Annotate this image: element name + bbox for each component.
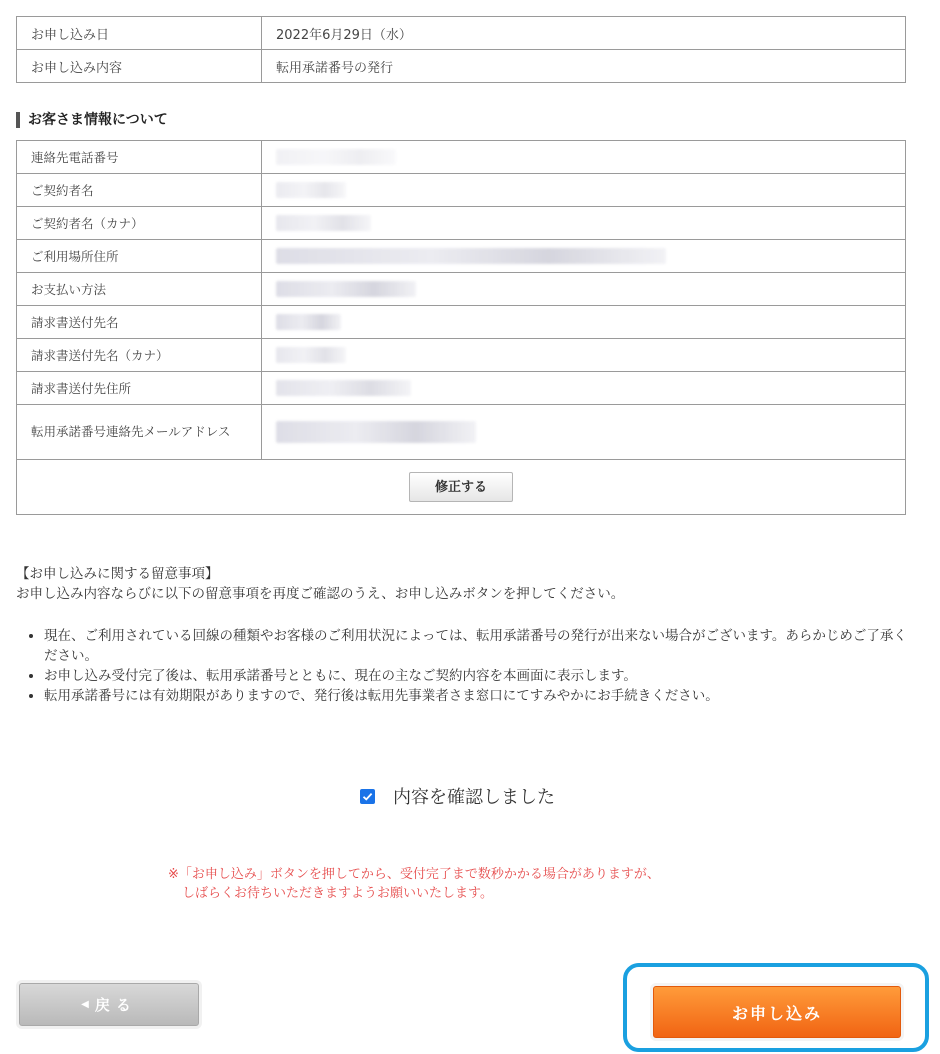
redacted-value xyxy=(276,421,476,443)
table-row xyxy=(17,50,906,83)
table-row xyxy=(17,372,906,405)
check-icon xyxy=(362,791,373,802)
redacted-value xyxy=(276,215,371,231)
phone-value xyxy=(262,141,906,174)
table-row xyxy=(17,174,906,207)
confirm-checkbox-row[interactable] xyxy=(360,783,555,809)
back-button-label: 戻る xyxy=(94,996,137,1014)
table-row xyxy=(17,306,906,339)
payment-method-value xyxy=(262,273,906,306)
warning-message xyxy=(168,865,660,903)
notes-intro: お申し込み内容ならびに以下の留意事項を再度ご確認のうえ、お申し込みボタンを押してください。 xyxy=(16,586,625,602)
billing-address-label: 請求書送付先住所 xyxy=(17,372,262,405)
table-row xyxy=(17,207,906,240)
application-content-value: 転用承諾番号の発行 xyxy=(262,50,906,83)
notes-title: 【お申し込みに関する留意事項】 xyxy=(16,566,219,582)
table-row xyxy=(17,240,906,273)
payment-method-label: お支払い方法 xyxy=(17,273,262,306)
billing-kana-label: 請求書送付先名（カナ） xyxy=(17,339,262,372)
table-row xyxy=(17,141,906,174)
warning-line: しばらくお待ちいただきますようお願いいたします。 xyxy=(182,886,493,901)
phone-label: 連絡先電話番号 xyxy=(17,141,262,174)
table-row xyxy=(17,339,906,372)
confirm-checkbox[interactable] xyxy=(360,789,375,804)
section-heading: お客さま情報について xyxy=(16,112,168,128)
list-item: • お申し込み受付完了後は、転用承諾番号とともに、現在の主なご契約内容を本画面に表示します。 xyxy=(44,666,916,686)
application-date-value: 2022年6月29日（水） xyxy=(262,17,906,50)
chevron-left-icon: ◀ xyxy=(81,999,89,1010)
redacted-value xyxy=(276,347,346,363)
list-item: • 転用承諾番号には有効期限がありますので、発行後は転用先事業者さま窓口にてすみやかにお手続きください。 xyxy=(44,686,916,706)
email-value xyxy=(262,405,906,460)
billing-address-value xyxy=(262,372,906,405)
list-item: • 現在、ご利用されている回線の種類やお客様のご利用状況によっては、転用承諾番号の発行が出来ない場合がございます。あらかじめご了承ください。 xyxy=(44,626,916,666)
submit-highlight-frame xyxy=(623,963,929,1052)
service-address-label: ご利用場所住所 xyxy=(17,240,262,273)
redacted-value xyxy=(276,281,416,297)
application-content-label: お申し込み内容 xyxy=(17,50,262,83)
table-row xyxy=(17,273,906,306)
contract-kana-value xyxy=(262,207,906,240)
billing-name-label: 請求書送付先名 xyxy=(17,306,262,339)
customer-info-table xyxy=(16,140,906,515)
table-row xyxy=(17,405,906,460)
contract-name-value xyxy=(262,174,906,207)
redacted-value xyxy=(276,248,666,264)
redacted-value xyxy=(276,149,396,165)
submit-button[interactable]: お申し込み xyxy=(653,986,901,1038)
redacted-value xyxy=(276,182,346,198)
notes-list xyxy=(16,626,916,706)
billing-kana-value xyxy=(262,339,906,372)
warning-line: ※「お申し込み」ボタンを押してから、受付完了まで数秒かかる場合がありますが、 xyxy=(168,867,660,882)
contract-name-label: ご契約者名 xyxy=(17,174,262,207)
email-label: 転用承諾番号連絡先メールアドレス xyxy=(17,405,262,460)
notes-section xyxy=(16,564,916,706)
contract-kana-label: ご契約者名（カナ） xyxy=(17,207,262,240)
application-table xyxy=(16,16,906,83)
confirm-label: 内容を確認しました xyxy=(393,787,555,808)
edit-cell xyxy=(17,460,906,515)
table-row xyxy=(17,17,906,50)
billing-name-value xyxy=(262,306,906,339)
redacted-value xyxy=(276,314,341,330)
table-row xyxy=(17,460,906,515)
back-button[interactable] xyxy=(19,983,199,1026)
service-address-value xyxy=(262,240,906,273)
application-date-label: お申し込み日 xyxy=(17,17,262,50)
redacted-value xyxy=(276,380,411,396)
edit-button[interactable]: 修正する xyxy=(409,472,513,502)
